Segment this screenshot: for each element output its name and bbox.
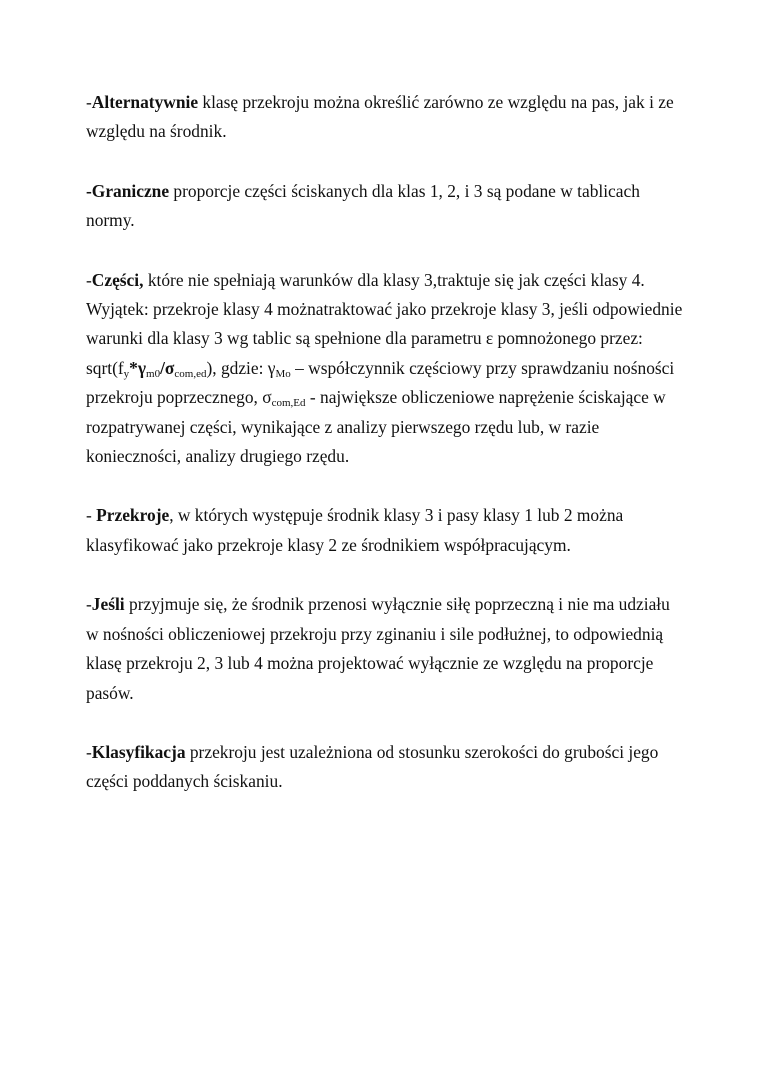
- paragraph-text: które nie spełniają warunków dla klasy 3,traktuje się jak części klasy 4. Wyjątek: przekroje klasy 4 możnatraktować jako przekroje klasy 3, jeśli odpowiednie warunki dla klasy 3 wg tablic są spełnione dla parametru ε pomnożonego przez: sqrt(f: [86, 269, 683, 378]
- paragraph-lead: -: [86, 741, 92, 762]
- paragraph-lead: -: [86, 594, 92, 615]
- paragraph-keyword: Alternatywnie: [91, 92, 199, 112]
- paragraph-keyword: Przekroje: [96, 505, 170, 526]
- subscript-mo: Mo: [275, 367, 291, 380]
- subscript-m0: m0: [146, 367, 161, 380]
- formula-sigma: /σ: [160, 357, 175, 378]
- paragraph-klasyfikacja: [86, 738, 686, 797]
- subscript-y: y: [123, 367, 130, 380]
- paragraph-lead: -: [86, 505, 97, 526]
- paragraph-przekroje: [86, 501, 686, 560]
- paragraph-text: klasę przekroju można określić zarówno ze względu na pas, jak i ze względu na środnik.: [86, 92, 674, 142]
- paragraph-lead: -: [86, 92, 92, 112]
- paragraph-keyword: Klasyfikacja: [91, 741, 186, 762]
- formula-gamma: *γ: [129, 357, 147, 378]
- paragraph-text: proporcje części ściskanych dla klas 1, 2, i 3 są podane w tablicach normy.: [86, 180, 640, 231]
- paragraph-keyword: Jeśli: [91, 594, 125, 615]
- paragraph-czesci: [86, 266, 686, 472]
- paragraph-text: przekroju jest uzależniona od stosunku szerokości do grubości jego części poddanych ściskaniu.: [86, 741, 659, 792]
- subscript-com-ed: com,ed: [174, 367, 207, 380]
- paragraph-text: przyjmuje się, że środnik przenosi wyłącznie siłę poprzeczną i nie ma udziału w nośności obliczeniowej przekroju przy zginaniu i sile podłużnej, to odpowiednią klasę przekroju 2, 3 lub 4 można projektować wyłącznie ze względu na proporcje pasów.: [86, 594, 670, 703]
- paragraph-alternatywnie: [86, 88, 686, 147]
- paragraph-text: ), gdzie: γ: [206, 357, 276, 378]
- document-page: [86, 88, 686, 827]
- subscript-com-Ed: com,Ed: [271, 397, 306, 410]
- paragraph-graniczne: [86, 177, 686, 236]
- paragraph-keyword: Części,: [91, 269, 144, 290]
- paragraph-text: - największe obliczeniowe naprężenie ściskające w rozpatrywanej części, wynikające z analizy pierwszego rzędu lub, w razie konieczności, analizy drugiego rzędu.: [86, 387, 666, 467]
- paragraph-lead: -: [86, 269, 92, 290]
- paragraph-keyword: -Graniczne: [86, 180, 170, 201]
- paragraph-text: – współczynnik częściowy przy sprawdzaniu nośności przekroju poprzecznego, σ: [86, 357, 675, 408]
- paragraph-text: , w których występuje środnik klasy 3 i pasy klasy 1 lub 2 można klasyfikować jako przekroje klasy 2 ze środnikiem współpracującym.: [86, 505, 624, 555]
- paragraph-jesli: [86, 590, 686, 708]
